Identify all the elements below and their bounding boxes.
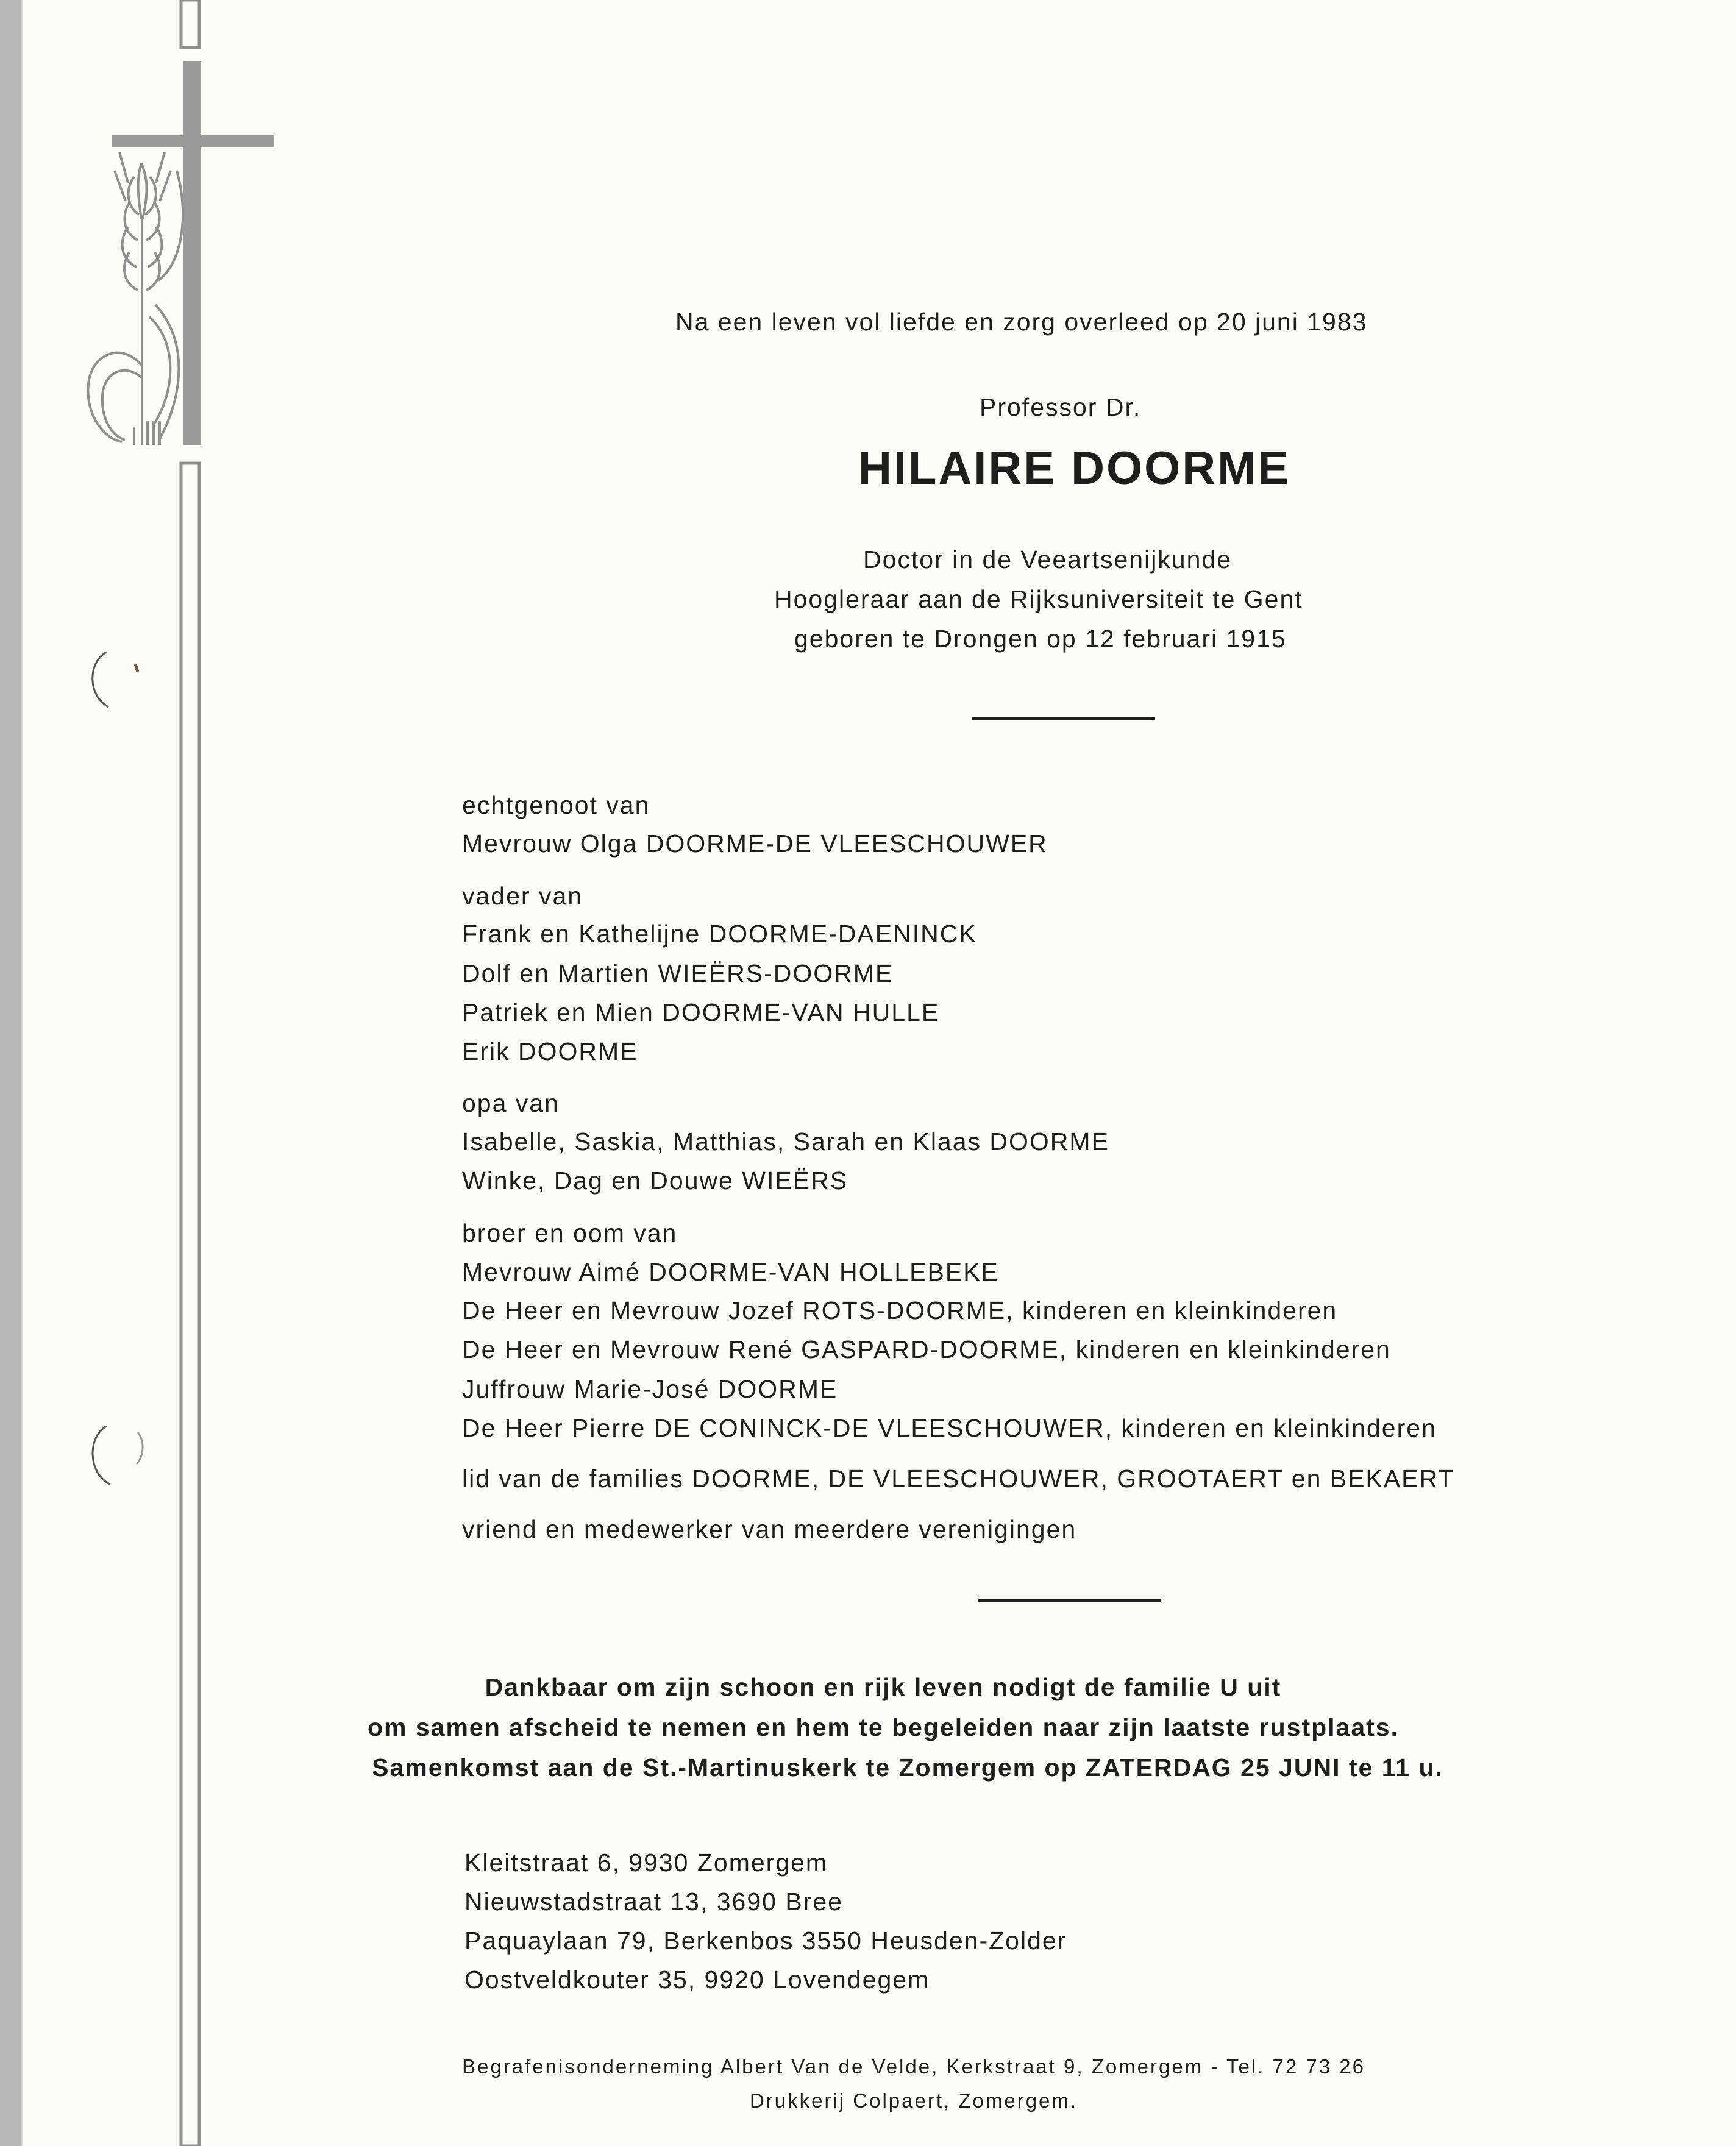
- title-prefix: Professor Dr.: [980, 393, 1142, 421]
- intro-text: Na een leven vol liefde en zorg overleed op 20 juni 1983: [675, 308, 1368, 336]
- relation-line: vader van: [462, 882, 583, 910]
- invitation-line: om samen afscheid te nemen en hem te begeleiden naar zijn laatste rustplaats.: [367, 1713, 1399, 1741]
- relation-line: Winke, Dag en Douwe WIEËRS: [462, 1167, 848, 1195]
- qualification-line: Doctor in de Veeartsenijkunde: [863, 545, 1233, 574]
- printer-line: Drukkerij Colpaert, Zomergem.: [749, 2089, 1078, 2112]
- divider: [978, 1599, 1161, 1602]
- relation-line: De Heer Pierre DE CONINCK-DE VLEESCHOUWER, kinderen en kleinkinderen: [462, 1414, 1437, 1442]
- address-line: Nieuwstadstraat 13, 3690 Bree: [464, 1888, 843, 1916]
- punch-hole-icon: [79, 1414, 158, 1493]
- relation-line: Mevrouw Olga DOORME-DE VLEESCHOUWER: [462, 830, 1048, 858]
- invitation-line: Dankbaar om zijn schoon en rijk leven nodigt de familie U uit: [485, 1673, 1282, 1701]
- relation-line: opa van: [462, 1089, 560, 1117]
- relation-line: Isabelle, Saskia, Matthias, Sarah en Klaas DOORME: [462, 1128, 1109, 1156]
- cross-with-wheat-icon: [0, 0, 280, 2146]
- relation-line: vriend en medewerker van meerdere verenigingen: [462, 1515, 1077, 1543]
- relation-line: Juffrouw Marie-José DOORME: [462, 1375, 838, 1403]
- relation-line: Erik DOORME: [462, 1037, 638, 1065]
- punch-hole-icon: [79, 640, 158, 719]
- relation-line: Dolf en Martien WIEËRS-DOORME: [462, 959, 894, 987]
- address-line: Paquaylaan 79, Berkenbos 3550 Heusden-Zolder: [464, 1927, 1067, 1955]
- relation-line: Mevrouw Aimé DOORME-VAN HOLLEBEKE: [462, 1258, 999, 1286]
- undertaker-line: Begrafenisonderneming Albert Van de Velde, Kerkstraat 9, Zomergem - Tel. 72 73 26: [462, 2055, 1365, 2078]
- relation-line: De Heer en Mevrouw René GASPARD-DOORME, kinderen en kleinkinderen: [462, 1335, 1391, 1363]
- divider: [972, 717, 1155, 720]
- relation-line: broer en oom van: [462, 1219, 678, 1247]
- relation-line: echtgenoot van: [462, 791, 650, 819]
- deceased-name: HILAIRE DOORME: [858, 442, 1291, 494]
- qualification-line: Hoogleraar aan de Rijksuniversiteit te Gent: [774, 585, 1303, 613]
- invitation-line: Samenkomst aan de St.-Martinuskerk te Zomergem op ZATERDAG 25 JUNI te 11 u.: [372, 1753, 1443, 1782]
- address-line: Oostveldkouter 35, 9920 Lovendegem: [464, 1966, 930, 1994]
- address-line: Kleitstraat 6, 9930 Zomergem: [464, 1849, 828, 1877]
- relation-line: De Heer en Mevrouw Jozef ROTS-DOORME, kinderen en kleinkinderen: [462, 1296, 1338, 1324]
- relation-line: Frank en Kathelijne DOORME-DAENINCK: [462, 920, 977, 948]
- relation-line: lid van de families DOORME, DE VLEESCHOUWER, GROOTAERT en BEKAERT: [462, 1465, 1455, 1493]
- relation-line: Patriek en Mien DOORME-VAN HULLE: [462, 998, 940, 1026]
- qualification-line: geboren te Drongen op 12 februari 1915: [794, 625, 1287, 653]
